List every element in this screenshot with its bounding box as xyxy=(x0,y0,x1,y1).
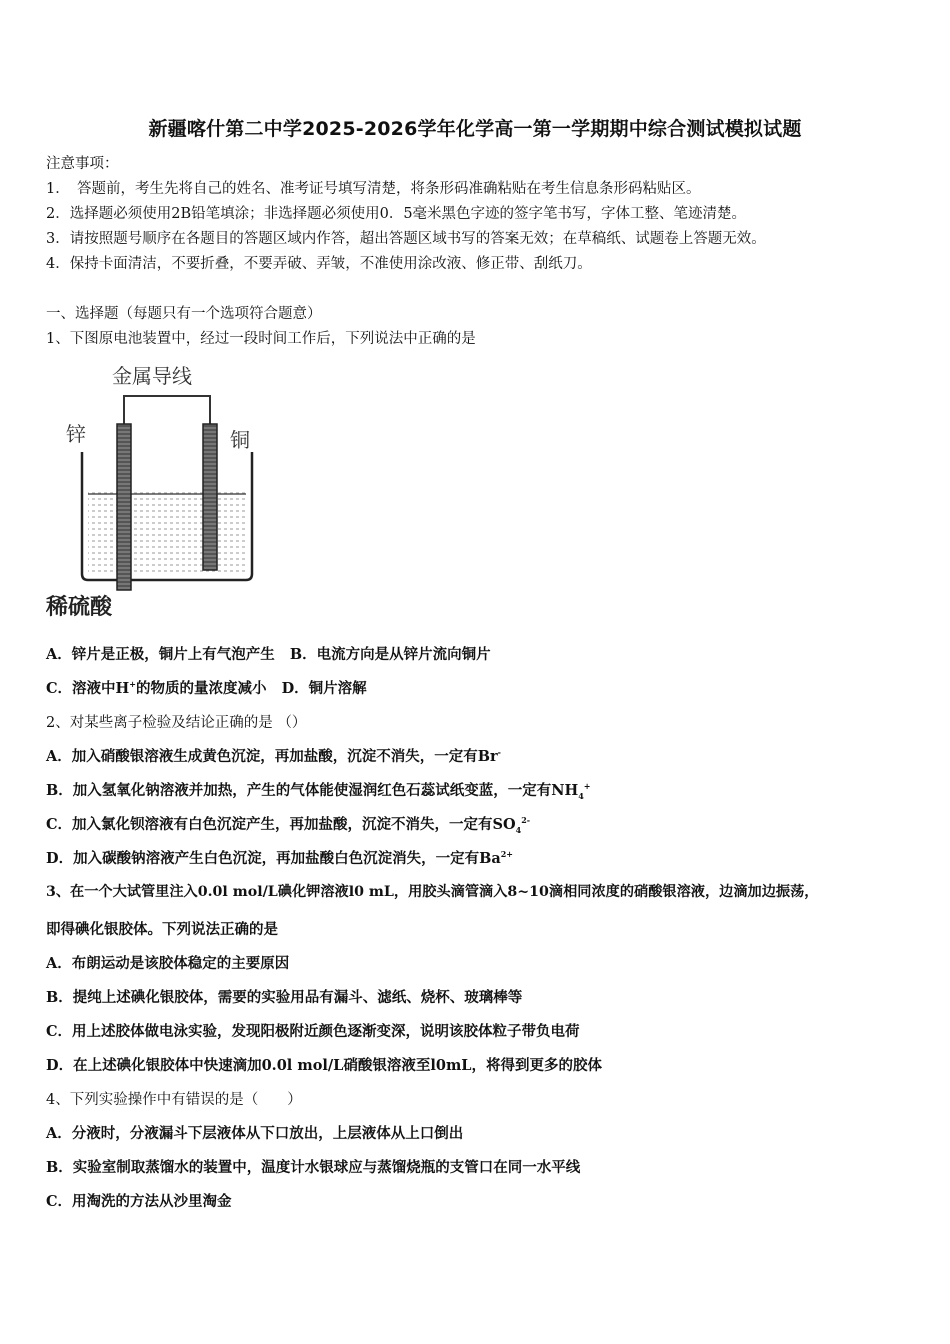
notice-item-2: 2．选择题必须使用2B铅笔填涂；非选择题必须使用0．5毫米黑色字迹的签字笔书写，字体工整、笔迹清楚。 xyxy=(46,206,747,222)
q3-option-c: C．用上述胶体做电泳实验，发现阳极附近颜色逐渐变深，说明该胶体粒子带负电荷 xyxy=(46,1023,580,1040)
q2-option-c: C．加入氯化钡溶液有白色沉淀产生，再加盐酸，沉淀不消失，一定有$SO_4^{2-}$ xyxy=(46,815,531,835)
metal-wire xyxy=(124,396,210,430)
question-1-stem: 1、下图原电池装置中，经过一段时间工作后，下列说法中正确的是 xyxy=(46,331,476,347)
notice-heading: 注意事项： xyxy=(46,156,119,172)
sulfuric-acid-solution xyxy=(88,492,246,572)
question-3-stem-line-2: 即得碘化银胶体。下列说法正确的是 xyxy=(46,921,278,938)
q1-option-a: A．锌片是正极，铜片上有气泡产生 xyxy=(46,646,275,663)
q1-options-row-1 xyxy=(46,643,491,664)
wire-label: 金属导线 xyxy=(112,364,192,388)
copper-electrode xyxy=(203,424,217,570)
question-2-stem: 2、对某些离子检验及结论正确的是 （） xyxy=(46,715,307,731)
q2-option-b: B．加入氢氧化钠溶液并加热，产生的气体能使湿润红色石蕊试纸变蓝，一定有$NH_4^+$ xyxy=(46,781,591,801)
notice-item-3: 3．请按照题号顺序在各题目的答题区域内作答，超出答题区域书写的答案无效；在草稿纸、试题卷上答题无效。 xyxy=(46,231,766,247)
q4-option-b: B．实验室制取蒸馏水的装置中，温度计水银球应与蒸馏烧瓶的支管口在同一水平线 xyxy=(46,1159,581,1176)
q3-option-b: B．提纯上述碘化银胶体，需要的实验用品有漏斗、滤纸、烧杯、玻璃棒等 xyxy=(46,989,523,1006)
q1-options-row-2 xyxy=(46,677,367,698)
q4-option-a: A．分液时，分液漏斗下层液体从下口放出，上层液体从上口倒出 xyxy=(46,1125,464,1142)
question-3-stem-line-1: 3、在一个大试管里注入0.0l mol/L碘化钾溶液l0 mL，用胶头滴管滴入8~10滴相同浓度的硝酸银溶液，边滴加边振荡， xyxy=(46,884,819,900)
q3-option-d: D．在上述碘化银胶体中快速滴加0.0l mol/L硝酸银溶液至l0mL，将得到更多的胶体 xyxy=(46,1057,603,1074)
q1-option-c: C．溶液中H+的物质的量浓度减小 xyxy=(46,679,267,697)
q1-option-d: D．铜片溶解 xyxy=(281,680,367,697)
q4-option-c: C．用淘洗的方法从沙里淘金 xyxy=(46,1193,232,1210)
section-heading: 一、选择题（每题只有一个选项符合题意） xyxy=(46,306,322,322)
question-4-stem: 4、下列实验操作中有错误的是（ ） xyxy=(46,1092,302,1108)
q3-option-a: A．布朗运动是该胶体稳定的主要原因 xyxy=(46,955,290,972)
page-title: 新疆喀什第二中学2025-2026学年化学高一第一学期期中综合测试模拟试题 xyxy=(148,118,802,140)
solution-label: 稀硫酸 xyxy=(46,594,113,620)
galvanic-cell-figure xyxy=(44,352,264,624)
galvanic-cell-diagram xyxy=(44,352,264,624)
notice-item-1: 1． 答题前，考生先将自己的姓名、准考证号填写清楚，将条形码准确粘贴在考生信息条形码粘贴区。 xyxy=(46,181,701,197)
q2-option-a: A．加入硝酸银溶液生成黄色沉淀，再加盐酸，沉淀不消失，一定有Br- xyxy=(46,747,501,765)
copper-label: 铜 xyxy=(230,428,250,452)
q2-option-d: D．加入碳酸钠溶液产生白色沉淀，再加盐酸白色沉淀消失，一定有$Ba^{2+}$ xyxy=(46,849,514,867)
notice-item-4: 4．保持卡面清洁，不要折叠，不要弄破、弄皱，不准使用涂改液、修正带、刮纸刀。 xyxy=(46,256,592,272)
zinc-electrode xyxy=(117,424,131,590)
q1-option-b: B．电流方向是从锌片流向铜片 xyxy=(289,646,491,663)
zinc-label: 锌 xyxy=(66,422,86,446)
